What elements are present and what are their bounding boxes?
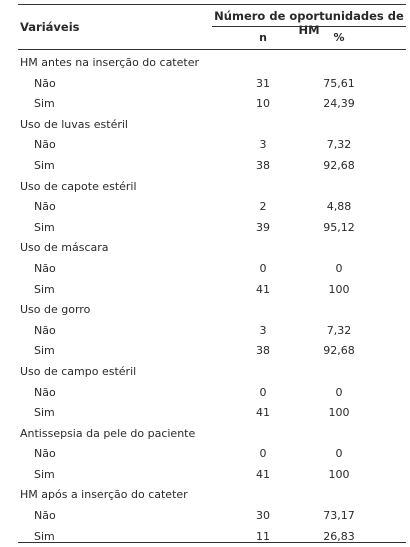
header-group: Número de oportunidades de HM xyxy=(214,9,404,37)
row-label: Antissepsia da pele do paciente xyxy=(20,426,196,440)
row-pct: 95,12 xyxy=(323,220,355,234)
row-pct: 4,88 xyxy=(326,200,352,214)
row-label: Sim xyxy=(34,344,55,358)
row-n: 41 xyxy=(256,406,270,420)
table-row xyxy=(18,156,406,177)
row-n: 0 xyxy=(259,385,267,399)
table-group-row xyxy=(18,362,406,383)
header-group-rule xyxy=(212,26,406,27)
row-n: 0 xyxy=(259,261,267,275)
table-row xyxy=(18,444,406,465)
row-pct: 0 xyxy=(335,447,343,461)
row-pct: 75,61 xyxy=(323,76,355,90)
row-n: 41 xyxy=(256,282,270,296)
row-label: Uso de campo estéril xyxy=(20,364,137,378)
row-label: Uso de gorro xyxy=(20,303,91,317)
header-bottom-rule xyxy=(18,49,406,50)
row-label: Não xyxy=(34,323,56,337)
row-pct: 7,32 xyxy=(326,138,352,152)
table-row xyxy=(18,506,406,527)
row-label: HM após a inserção do cateter xyxy=(20,488,188,502)
table-row xyxy=(18,94,406,115)
row-pct: 0 xyxy=(335,261,343,275)
table-row xyxy=(18,280,406,301)
row-n: 2 xyxy=(259,200,267,214)
header-n: n xyxy=(259,31,267,44)
table-group-row xyxy=(18,177,406,198)
table-row xyxy=(18,74,406,95)
table-row xyxy=(18,197,406,218)
row-label: Uso de luvas estéril xyxy=(20,117,128,131)
table-group-row xyxy=(18,485,406,506)
row-pct: 100 xyxy=(328,467,350,481)
row-n: 41 xyxy=(256,467,270,481)
row-n: 38 xyxy=(256,158,270,172)
table-row xyxy=(18,259,406,280)
row-label: Sim xyxy=(34,220,55,234)
row-label: Sim xyxy=(34,97,55,111)
table-body xyxy=(18,53,406,547)
row-pct: 7,32 xyxy=(326,323,352,337)
row-label: Não xyxy=(34,138,56,152)
row-n: 11 xyxy=(256,529,270,543)
table-group-row xyxy=(18,424,406,445)
row-label: Não xyxy=(34,447,56,461)
header-variables: Variáveis xyxy=(20,20,80,34)
table-group-row xyxy=(18,300,406,321)
row-pct: 24,39 xyxy=(323,97,355,111)
row-pct: 0 xyxy=(335,385,343,399)
row-n: 31 xyxy=(256,76,270,90)
table-row xyxy=(18,341,406,362)
row-label: Sim xyxy=(34,158,55,172)
row-n: 38 xyxy=(256,344,270,358)
table-group-row xyxy=(18,115,406,136)
table-group-row xyxy=(18,238,406,259)
row-label: Não xyxy=(34,76,56,90)
header-pct: % xyxy=(333,31,345,44)
table-row xyxy=(18,218,406,239)
row-label: Não xyxy=(34,200,56,214)
row-label: Sim xyxy=(34,529,55,543)
row-label: HM antes na inserção do cateter xyxy=(20,56,199,69)
row-n: 30 xyxy=(256,509,270,523)
row-n: 10 xyxy=(256,97,270,111)
row-label: Sim xyxy=(34,282,55,296)
row-pct: 26,83 xyxy=(323,529,355,543)
row-label: Não xyxy=(34,509,56,523)
row-pct: 92,68 xyxy=(323,158,355,172)
row-label: Não xyxy=(34,261,56,275)
row-label: Uso de máscara xyxy=(20,241,109,255)
table-top-rule xyxy=(18,4,406,5)
row-label: Sim xyxy=(34,406,55,420)
row-pct: 100 xyxy=(328,282,350,296)
table-row xyxy=(18,383,406,404)
row-n: 3 xyxy=(259,323,267,337)
row-label: Uso de capote estéril xyxy=(20,179,137,193)
table-bottom-rule xyxy=(18,542,406,543)
table-row xyxy=(18,321,406,342)
row-label: Sim xyxy=(34,467,55,481)
table-row xyxy=(18,135,406,156)
table-group-row xyxy=(18,53,406,74)
table-row xyxy=(18,403,406,424)
table-row xyxy=(18,465,406,486)
row-n: 3 xyxy=(259,138,267,152)
row-label: Não xyxy=(34,385,56,399)
row-pct: 73,17 xyxy=(323,509,355,523)
row-pct: 100 xyxy=(328,406,350,420)
row-n: 39 xyxy=(256,220,270,234)
row-pct: 92,68 xyxy=(323,344,355,358)
row-n: 0 xyxy=(259,447,267,461)
